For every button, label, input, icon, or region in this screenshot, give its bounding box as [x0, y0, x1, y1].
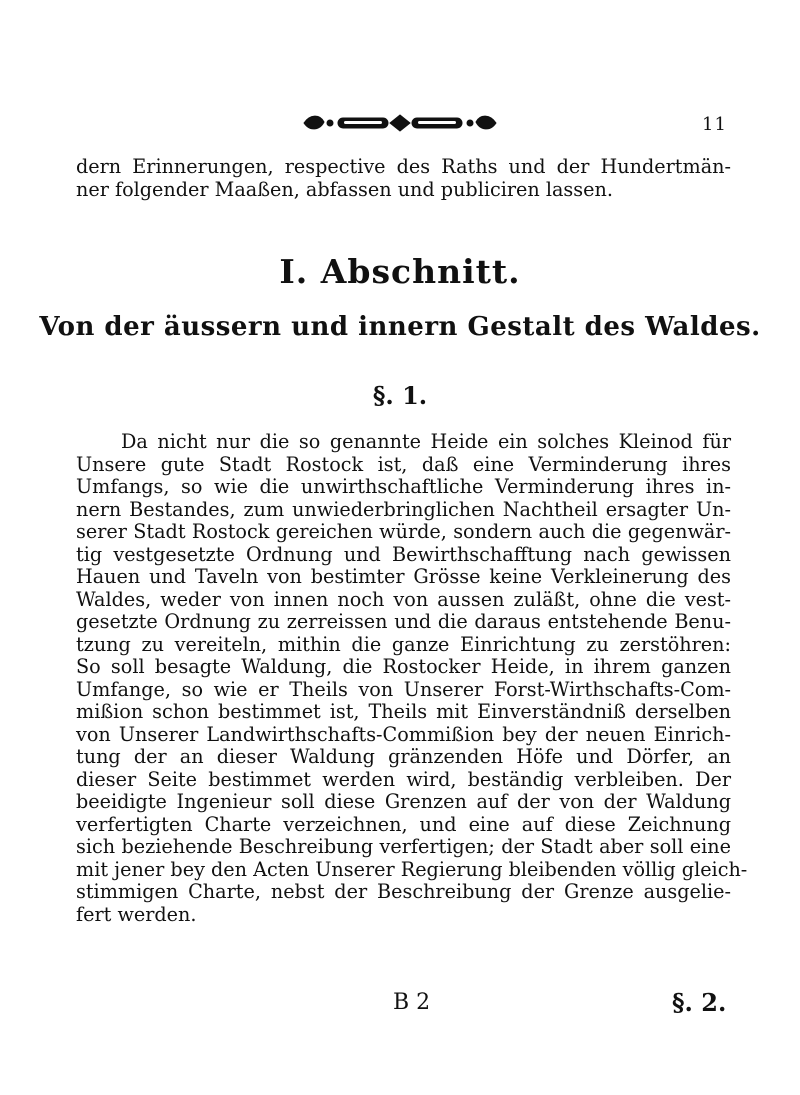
text-line: Unsere gute Stadt Rostock ist, daß eine Verminderung ihres	[76, 452, 731, 476]
text-line: tig vestgesetzte Ordnung und Bewirthschafftung nach gewissen	[76, 542, 731, 566]
section-heading: §. 1.	[372, 381, 428, 410]
text-line: Umfangs, so wie die unwirthschaftliche Verminderung ihres in-	[76, 475, 731, 498]
text-line: Umfange, so wie er Theils von Unserer Forst-Wirthschafts-Com-	[76, 677, 731, 701]
text-line: Hauen und Taveln von bestimter Grösse keine Verkleinerung des	[76, 565, 731, 588]
next-section-catchword: §. 2.	[672, 988, 727, 1017]
text-line: gesetzte Ordnung zu zerreissen und die daraus entstehende Benu-	[76, 610, 731, 633]
text-line: ner folgender Maaßen, abfassen und publiciren lassen.	[76, 177, 613, 201]
text-line: nern Bestandes, zum unwiederbringlichen Nachtheil ersagter Un-	[76, 497, 731, 521]
text-line: serer Stadt Rostock gereichen würde, sondern auch die gegenwär-	[76, 520, 731, 543]
text-line: mit jener bey den Acten Unserer Regierung bleibenden völlig gleich-	[76, 857, 748, 881]
body-paragraph	[76, 430, 748, 926]
text-line: beeidigte Ingenieur soll diese Grenzen auf der von der Waldung	[76, 790, 731, 813]
page-number: 11	[702, 114, 727, 135]
text-line: Da nicht nur die so genannte Heide ein solches Kleinod für	[121, 430, 731, 453]
text-line: dieser Seite bestimmet werden wird, beständig verbleiben. Der	[76, 767, 731, 791]
ornament-icon	[300, 110, 500, 136]
text-line: sich beziehende Beschreibung verfertigen; der Stadt aber soll eine	[76, 835, 731, 858]
text-line: von Unserer Landwirthschafts-Commißion bey der neuen Einrich-	[76, 722, 731, 746]
text-line: fert werden.	[76, 902, 197, 926]
text-line: mißion schon bestimmet ist, Theils mit Einverständniß derselben	[76, 700, 731, 723]
chapter-subtitle: Von der äussern und innern Gestalt des Waldes.	[39, 312, 761, 342]
text-line: dern Erinnerungen, respective des Raths und der Hundertmän-	[76, 155, 731, 178]
text-line: tzung zu vereiteln, mithin die ganze Einrichtung zu zerstöhren:	[76, 632, 731, 656]
text-line: Waldes, weder von innen noch von aussen zuläßt, ohne die vest-	[76, 587, 731, 611]
text-line: So soll besagte Waldung, die Rostocker Heide, in ihrem ganzen	[76, 655, 731, 678]
signature-mark: B 2	[393, 990, 431, 1015]
text-line: stimmigen Charte, nebst der Beschreibung der Grenze ausgelie-	[76, 880, 731, 903]
chapter-title: I. Abschnitt.	[279, 252, 521, 291]
text-line: verfertigten Charte verzeichnen, und eine auf diese Zeichnung	[76, 812, 731, 836]
continuation-paragraph	[76, 156, 731, 201]
text-line: tung der an dieser Waldung gränzenden Höfe und Dörfer, an	[76, 745, 731, 768]
